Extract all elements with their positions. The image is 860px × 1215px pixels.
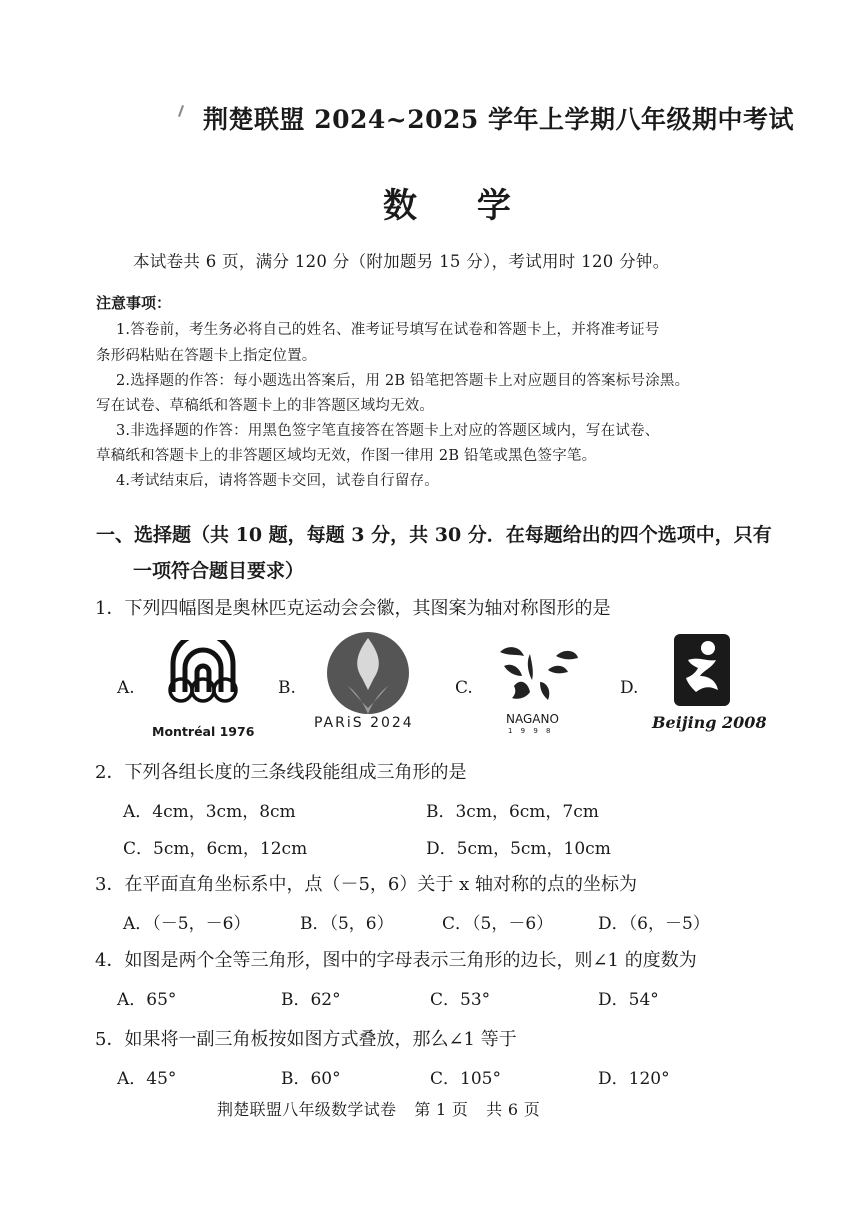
q5-option-b: B．60° — [281, 1069, 341, 1089]
question-5-stem: 5．如果将一副三角板按如图方式叠放，那么∠1 等于 — [95, 1029, 517, 1050]
beijing-logo-text: Beijing 2008 — [652, 713, 767, 732]
q3-option-b: B．（5，6） — [300, 914, 394, 934]
note-line: 1.答卷前，考生务必将自己的姓名、准考证号填写在试卷和答题卡上，并将准考证号 — [116, 322, 660, 338]
q3-option-a: A．（－5，－6） — [123, 914, 251, 934]
q1-option-c-letter: C. — [455, 678, 473, 698]
q1-option-b-letter: B. — [278, 678, 296, 698]
page-footer — [217, 1097, 558, 1120]
footer-page-total: 共 6 页 — [486, 1100, 541, 1119]
paris-logo-text: PARiS 2024 — [314, 715, 414, 731]
note-line: 草稿纸和答题卡上的非答题区域均无效，作图一律用 2B 铅笔或黑色签字笔。 — [96, 448, 597, 464]
note-line: 4.考试结束后，请将答题卡交回，试卷自行留存。 — [116, 473, 439, 489]
scan-mark — [178, 105, 184, 117]
note-line: 写在试卷、草稿纸和答题卡上的非答题区域均无效。 — [96, 398, 435, 414]
q4-option-a: A．65° — [117, 990, 177, 1010]
q5-option-a: A．45° — [117, 1069, 177, 1089]
q3-option-c: C．（5，－6） — [442, 914, 554, 934]
montreal-1976-logo — [163, 640, 243, 710]
q2-option-d: D．5cm，5cm，10cm — [426, 839, 611, 859]
q2-option-c: C．5cm，6cm，12cm — [123, 839, 308, 859]
exam-intro: 本试卷共 6 页，满分 120 分（附加题另 15 分），考试用时 120 分钟。 — [133, 252, 670, 271]
beijing-2008-logo — [672, 632, 732, 712]
q1-option-a-letter: A. — [117, 678, 135, 698]
note-line: 条形码粘贴在答题卡上指定位置。 — [96, 348, 317, 364]
q5-option-d: D．120° — [598, 1069, 670, 1089]
footer-exam-name: 荆楚联盟八年级数学试卷 — [217, 1100, 397, 1119]
q1-option-d-letter: D. — [620, 678, 639, 698]
subject-title: 数 学 — [383, 186, 535, 226]
q3-option-d: D．（6，－5） — [598, 914, 710, 934]
q4-option-d: D．54° — [598, 990, 659, 1010]
exam-title: 荆楚联盟 2024~2025 学年上学期八年级期中考试 — [203, 105, 795, 134]
footer-page-number: 第 1 页 — [414, 1100, 469, 1119]
q4-option-c: C．53° — [430, 990, 491, 1010]
nagano-logo-year: 1 9 9 8 — [508, 727, 554, 735]
note-line: 2.选择题的作答：每小题选出答案后，用 2B 铅笔把答题卡上对应题目的答案标号涂黑。 — [116, 373, 690, 389]
notes-heading: 注意事项： — [96, 294, 172, 312]
question-3-stem: 3．在平面直角坐标系中，点（－5，6）关于 x 轴对称的点的坐标为 — [95, 874, 637, 895]
nagano-logo-text: NAGANO — [506, 712, 559, 726]
paris-2024-logo — [326, 630, 410, 720]
q4-option-b: B．62° — [281, 990, 341, 1010]
section-heading-cont: 一项符合题目要求） — [133, 560, 305, 582]
nagano-1998-logo — [494, 642, 580, 716]
montreal-logo-text: Montréal 1976 — [152, 724, 255, 739]
q2-option-a: A．4cm，3cm，8cm — [123, 802, 296, 822]
question-4-stem: 4．如图是两个全等三角形，图中的字母表示三角形的边长，则∠1 的度数为 — [95, 950, 697, 971]
question-2-stem: 2．下列各组长度的三条线段能组成三角形的是 — [95, 762, 467, 783]
q5-option-c: C．105° — [430, 1069, 501, 1089]
note-line: 3.非选择题的作答：用黑色签字笔直接答在答题卡上对应的答题区域内，写在试卷、 — [116, 423, 660, 439]
q2-option-b: B．3cm，6cm，7cm — [426, 802, 599, 822]
question-1-stem: 1．下列四幅图是奥林匹克运动会会徽，其图案为轴对称图形的是 — [95, 598, 611, 619]
section-heading: 一、选择题（共 10 题，每题 3 分，共 30 分．在每题给出的四个选项中，只有 — [96, 524, 772, 546]
